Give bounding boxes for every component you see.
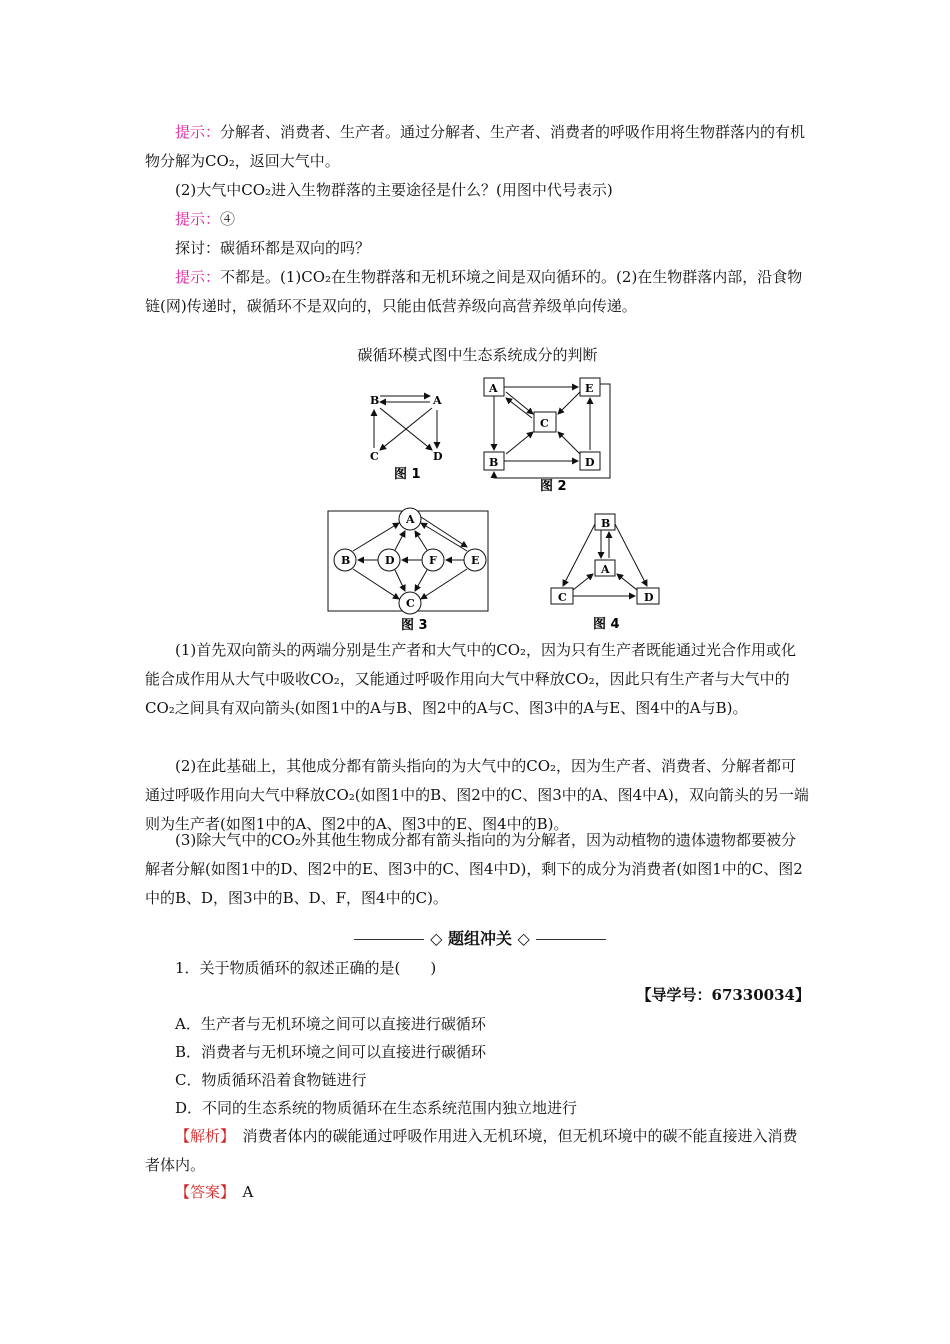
fig4-node-C: C (558, 591, 567, 604)
question-2: (2)大气中CO₂进入生物群落的主要途径是什么？(用图中代号表示) (175, 181, 613, 199)
fig1-caption: 图 1 (394, 467, 421, 482)
section-banner (330, 926, 630, 949)
fig3-node-B: B (341, 554, 351, 567)
answer (145, 1178, 810, 1207)
fig3-node-D: D (385, 554, 395, 567)
answer-label: 【答案】 (175, 1183, 228, 1201)
fig2-node-B: B (489, 456, 499, 469)
hint-1 (145, 118, 810, 176)
fig3-caption: 图 3 (401, 618, 428, 633)
hint-label: 提示： (175, 210, 221, 228)
fig4-caption: 图 4 (593, 617, 620, 632)
fig2-caption: 图 2 (540, 479, 567, 494)
analysis (145, 1122, 810, 1180)
fig1-node-B: B (370, 394, 380, 407)
rule-2: (2)在此基础上，其他成分都有箭头指向的为大气中的CO₂，因为生产者、消费者、分解者都可通过呼吸作用向大气中释放CO₂(如图1中的B、图2中的C、图3中的A、图4中A)，双向箭头的另一端则为生产者(如图1中的A、图2中的A、图3中的E、图4中的B)。 (145, 757, 809, 833)
figure-3 (325, 505, 495, 633)
explore: 探讨：碳循环都是双向的吗？ (175, 239, 371, 257)
fig3-node-A: A (406, 513, 415, 526)
rule-3: (3)除大气中的CO₂外其他生物成分都有箭头指向的为分解者，因为动植物的遗体遗物都要被分解者分解(如图1中的D、图2中的E、图3中的C、图4中D)，剩下的成分为消费者(如图1中的C、图2中的B、D，图3中的B、D、F，图4中的C)。 (145, 831, 803, 907)
fig1-node-A: A (433, 394, 442, 407)
figure-2 (478, 372, 618, 494)
fig4-node-D: D (644, 591, 654, 604)
option-d: D．不同的生态系统的物质循环在生态系统范围内独立地进行 (175, 1099, 578, 1117)
fig3-node-C: C (406, 597, 415, 610)
hint-label: 提示： (175, 123, 221, 141)
rule-1: (1)首先双向箭头的两端分别是生产者和大气中的CO₂，因为只有生产者既能通过光合作用或化能合成作用从大气中吸收CO₂，又能通过呼吸作用向大气中释放CO₂，因此只有生产者与大气中的CO₂之间具有双向箭头(如图1中的A与B、图2中的A与C、图3中的A与E、图4中的A与B)。 (145, 641, 797, 717)
hint-2 (145, 205, 810, 234)
fig1-node-D: D (433, 450, 443, 463)
option-c: C．物质循环沿着食物链进行 (175, 1071, 367, 1089)
analysis-text: 消费者体内的碳能通过呼吸作用进入无机环境，但无机环境中的碳不能直接进入消费者体内。 (145, 1127, 798, 1174)
hint-text: 不都是。(1)CO₂在生物群落和无机环境之间是双向循环的。(2)在生物群落内部，沿食物链(网)传递时，碳循环不是双向的，只能由低营养级向高营养级单向传递。 (145, 268, 803, 315)
guide-number: 【导学号：67330034】 (636, 986, 810, 1004)
fig4-node-A: A (601, 563, 610, 576)
section-title: 碳循环模式图中生态系统成分的判断 (357, 346, 598, 364)
option-a: A．生产者与无机环境之间可以直接进行碳循环 (175, 1015, 486, 1033)
fig4-node-B: B (601, 517, 611, 530)
option-b: B．消费者与无机环境之间可以直接进行碳循环 (175, 1043, 487, 1061)
hint-3 (145, 263, 810, 321)
figure-4 (545, 508, 665, 632)
hint-label: 提示： (175, 268, 221, 286)
fig2-node-C: C (540, 417, 549, 430)
fig3-node-F: F (429, 554, 437, 567)
answer-text: A (227, 1183, 254, 1201)
fig2-node-A: A (489, 382, 498, 395)
question-stem: 1．关于物质循环的叙述正确的是( ) (175, 959, 437, 977)
fig2-node-D: D (585, 456, 595, 469)
fig1-node-C: C (370, 450, 379, 463)
analysis-label: 【解析】 (175, 1127, 228, 1145)
hint-text: ④ (220, 210, 236, 228)
figure-1 (360, 388, 460, 483)
fig2-node-E: E (585, 382, 594, 395)
hint-text: 分解者、消费者、生产者。通过分解者、生产者、消费者的呼吸作用将生物群落内的有机物分解为CO₂，返回大气中。 (145, 123, 806, 170)
banner-text: ◇ 题组冲关 ◇ (430, 929, 530, 948)
fig3-node-E: E (471, 554, 480, 567)
